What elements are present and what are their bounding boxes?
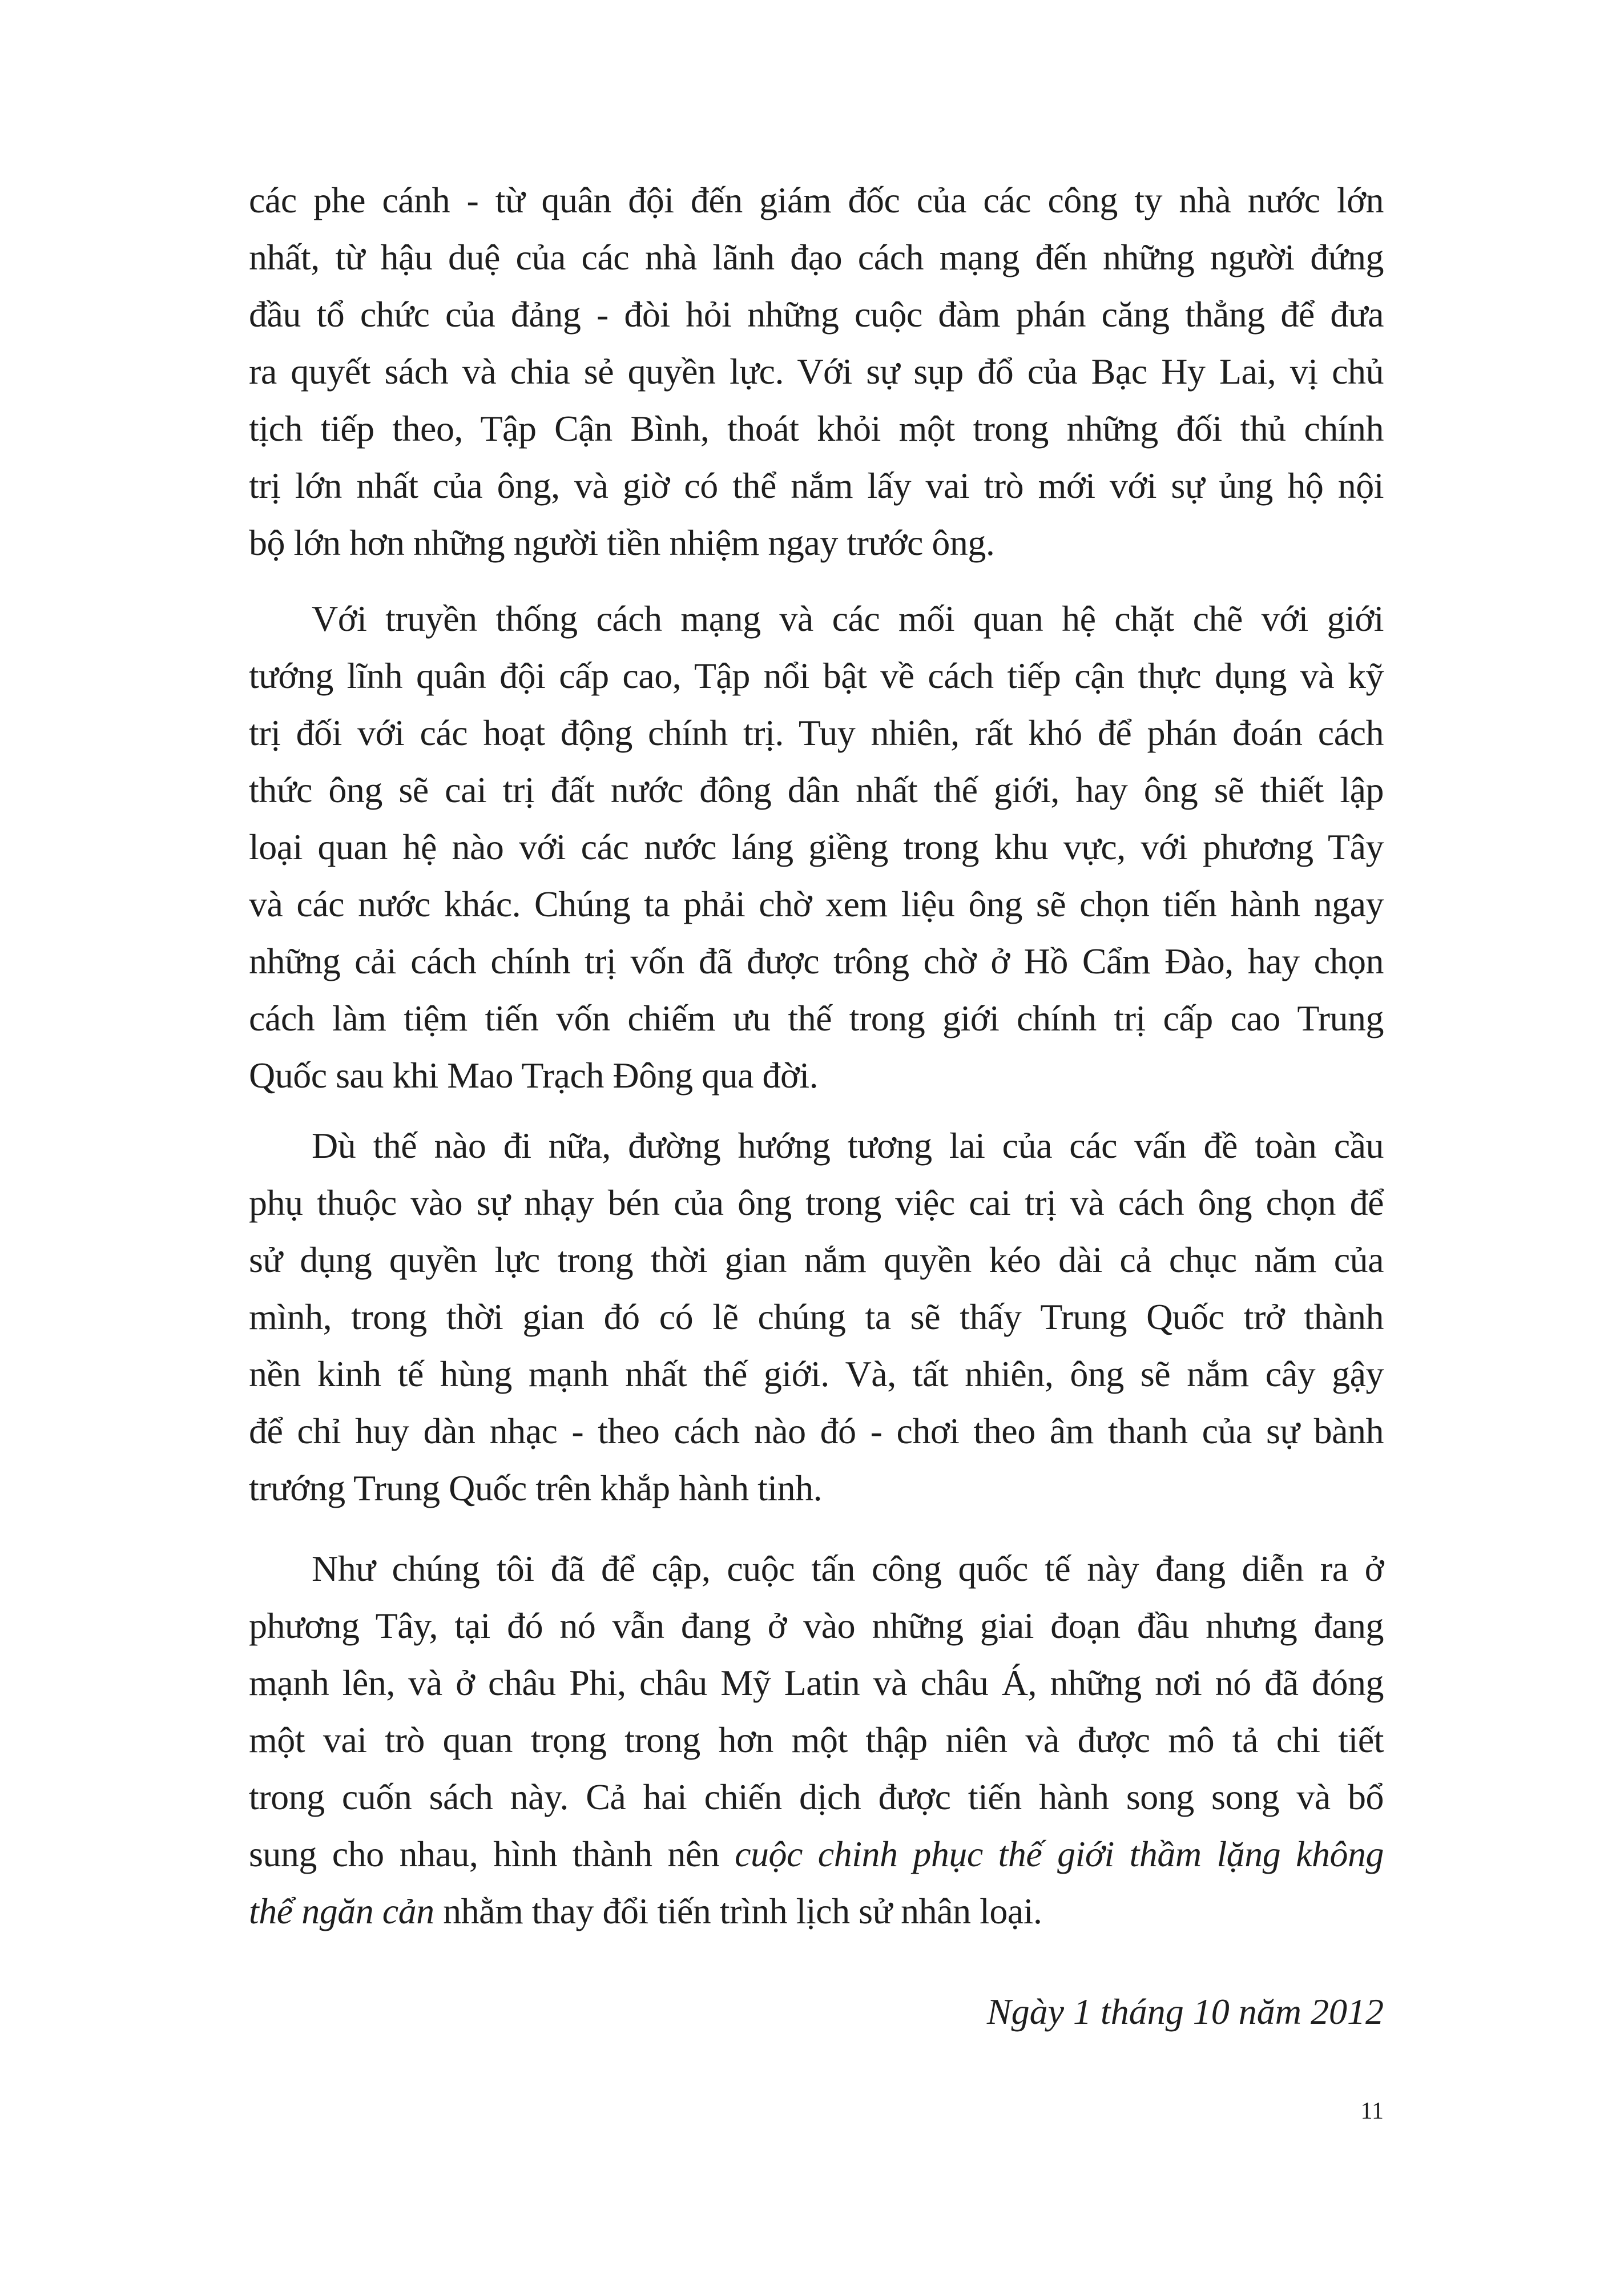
text-segment: tịch tiếp theo, Tập Cận Bình, thoát khỏi một trong những đối thủ chính bbox=[249, 408, 1384, 449]
italic-text: cuộc chinh phục thế giới thầm lặng không bbox=[735, 1834, 1384, 1874]
text-segment: một vai trò quan trọng trong hơn một thập niên và được mô tả chi tiết bbox=[249, 1720, 1384, 1760]
text-segment: Quốc sau khi Mao Trạch Đông qua đời. bbox=[249, 1055, 819, 1096]
text-line bbox=[249, 1047, 1384, 1104]
text-line bbox=[249, 1403, 1384, 1460]
text-line bbox=[249, 172, 1384, 229]
text-segment: Dù thế nào đi nữa, đường hướng tương lai của các vấn đề toàn cầu bbox=[312, 1125, 1384, 1166]
text-line bbox=[249, 1174, 1384, 1231]
text-line bbox=[249, 1826, 1384, 1883]
text-segment: và các nước khác. Chúng ta phải chờ xem liệu ông sẽ chọn tiến hành ngay bbox=[249, 884, 1384, 924]
text-line bbox=[249, 286, 1384, 343]
page-number: 11 bbox=[1360, 2098, 1384, 2124]
text-line bbox=[249, 457, 1384, 514]
text-line bbox=[249, 1289, 1384, 1346]
text-line bbox=[249, 819, 1384, 876]
text-segment: mạnh lên, và ở châu Phi, châu Mỹ Latin và châu Á, những nơi nó đã đóng bbox=[249, 1662, 1384, 1703]
text-line bbox=[249, 1231, 1384, 1289]
text-segment: trong cuốn sách này. Cả hai chiến dịch được tiến hành song song và bổ bbox=[249, 1777, 1384, 1817]
text-segment: nền kinh tế hùng mạnh nhất thế giới. Và, tất nhiên, ông sẽ nắm cây gậy bbox=[249, 1354, 1384, 1394]
text-segment: trị đối với các hoạt động chính trị. Tuy nhiên, rất khó để phán đoán cách bbox=[249, 712, 1384, 753]
text-segment: nhằm thay đổi tiến trình lịch sử nhân loại. bbox=[434, 1891, 1042, 1931]
text-line bbox=[249, 1883, 1384, 1940]
text-segment: Như chúng tôi đã để cập, cuộc tấn công quốc tế này đang diễn ra ở bbox=[312, 1548, 1384, 1589]
text-segment: các phe cánh - từ quân đội đến giám đốc của các công ty nhà nước lớn bbox=[249, 180, 1384, 220]
text-line bbox=[249, 590, 1384, 647]
text-line bbox=[249, 400, 1384, 457]
text-line bbox=[249, 229, 1384, 286]
paragraph bbox=[249, 1540, 1384, 1940]
italic-text: thể ngăn cản bbox=[249, 1891, 434, 1931]
text-segment: tướng lĩnh quân đội cấp cao, Tập nổi bật về cách tiếp cận thực dụng và kỹ bbox=[249, 655, 1384, 696]
text-line bbox=[249, 762, 1384, 819]
text-line bbox=[249, 647, 1384, 704]
text-segment: sung cho nhau, hình thành nên bbox=[249, 1834, 735, 1874]
text-segment: sử dụng quyền lực trong thời gian nắm quyền kéo dài cả chục năm của bbox=[249, 1239, 1384, 1280]
text-line bbox=[249, 1117, 1384, 1174]
text-segment: để chỉ huy dàn nhạc - theo cách nào đó - chơi theo âm thanh của sự bành bbox=[249, 1411, 1384, 1451]
text-segment: mình, trong thời gian đó có lẽ chúng ta sẽ thấy Trung Quốc trở thành bbox=[249, 1297, 1384, 1337]
text-line bbox=[249, 1597, 1384, 1654]
text-segment: loại quan hệ nào với các nước láng giềng trong khu vực, với phương Tây bbox=[249, 827, 1384, 867]
text-line bbox=[249, 933, 1384, 990]
text-line bbox=[249, 1712, 1384, 1769]
text-segment: đầu tổ chức của đảng - đòi hỏi những cuộc đàm phán căng thẳng để đưa bbox=[249, 294, 1384, 335]
date-line: Ngày 1 tháng 10 năm 2012 bbox=[986, 1991, 1384, 2032]
text-line bbox=[249, 1769, 1384, 1826]
text-line bbox=[249, 990, 1384, 1047]
text-line bbox=[249, 1346, 1384, 1403]
text-line bbox=[249, 514, 1384, 571]
paragraph bbox=[249, 1117, 1384, 1517]
text-segment: những cải cách chính trị vốn đã được trông chờ ở Hồ Cẩm Đào, hay chọn bbox=[249, 941, 1384, 981]
text-segment: ra quyết sách và chia sẻ quyền lực. Với sự sụp đổ của Bạc Hy Lai, vị chủ bbox=[249, 351, 1384, 392]
text-segment: nhất, từ hậu duệ của các nhà lãnh đạo cách mạng đến những người đứng bbox=[249, 237, 1384, 277]
text-segment: Với truyền thống cách mạng và các mối quan hệ chặt chẽ với giới bbox=[312, 598, 1384, 639]
text-segment: trị lớn nhất của ông, và giờ có thể nắm lấy vai trò mới với sự ủng hộ nội bbox=[249, 465, 1384, 506]
text-segment: phụ thuộc vào sự nhạy bén của ông trong việc cai trị và cách ông chọn để bbox=[249, 1182, 1384, 1223]
text-line bbox=[249, 1654, 1384, 1712]
text-segment: thức ông sẽ cai trị đất nước đông dân nhất thế giới, hay ông sẽ thiết lập bbox=[249, 770, 1384, 810]
text-segment: phương Tây, tại đó nó vẫn đang ở vào những giai đoạn đầu nhưng đang bbox=[249, 1605, 1384, 1646]
paragraph bbox=[249, 590, 1384, 1104]
text-segment: trướng Trung Quốc trên khắp hành tinh. bbox=[249, 1468, 823, 1508]
text-line bbox=[249, 1540, 1384, 1597]
paragraph bbox=[249, 172, 1384, 571]
text-line bbox=[249, 704, 1384, 762]
text-segment: bộ lớn hơn những người tiền nhiệm ngay trước ông. bbox=[249, 522, 995, 563]
text-line bbox=[249, 876, 1384, 933]
text-line bbox=[249, 343, 1384, 400]
text-segment: cách làm tiệm tiến vốn chiếm ưu thế trong giới chính trị cấp cao Trung bbox=[249, 998, 1384, 1038]
text-line bbox=[249, 1460, 1384, 1517]
